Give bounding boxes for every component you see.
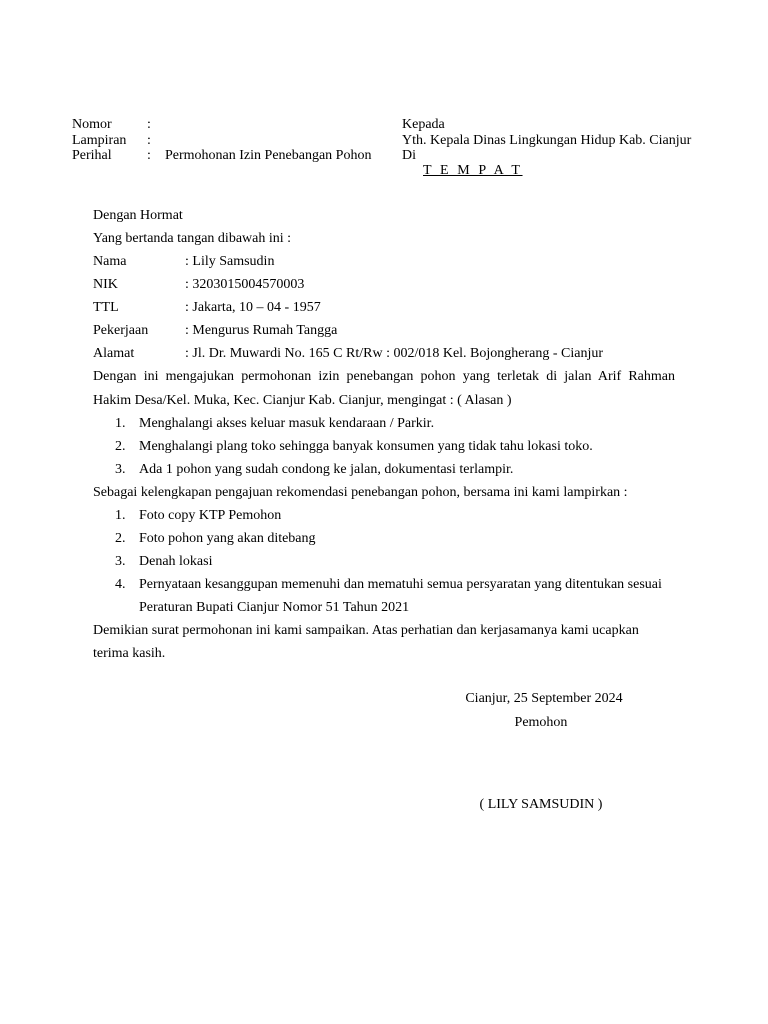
- attachment-item-continued: Peraturan Bupati Cianjur Nomor 51 Tahun 2021: [139, 600, 410, 615]
- field-label-nama: Nama: [93, 254, 127, 269]
- attachment-item: Denah lokasi: [139, 554, 213, 569]
- field-label-alamat: Alamat: [93, 346, 135, 361]
- reason-item: Ada 1 pohon yang sudah condong ke jalan, dokumentasi terlampir.: [139, 462, 514, 477]
- field-label-pekerjaan: Pekerjaan: [93, 323, 149, 338]
- field-value-ttl: : Jakarta, 10 – 04 - 1957: [185, 300, 321, 315]
- closing-paragraph-line2: terima kasih.: [93, 646, 166, 661]
- recipient-yth: Yth. Kepala Dinas Lingkungan Hidup Kab. Cianjur: [402, 133, 692, 148]
- recipient-tempat: T E M P A T: [423, 163, 523, 178]
- recipient-kepada: Kepada: [402, 117, 445, 132]
- reason-number: 1.: [115, 416, 126, 431]
- intro-text: Yang bertanda tangan dibawah ini :: [93, 231, 292, 246]
- field-label-ttl: TTL: [93, 300, 119, 315]
- recipient-di: Di: [402, 148, 416, 163]
- attachment-number: 2.: [115, 531, 126, 546]
- reason-number: 2.: [115, 439, 126, 454]
- signature-place-date: Cianjur, 25 September 2024: [465, 691, 623, 706]
- nomor-label: Nomor: [72, 117, 112, 132]
- attachments-intro: Sebagai kelengkapan pengajuan rekomendasi penebangan pohon, bersama ini kami lampirkan :: [93, 485, 628, 500]
- field-label-nik: NIK: [93, 277, 118, 292]
- attachment-number: 4.: [115, 577, 126, 592]
- field-value-alamat: : Jl. Dr. Muwardi No. 165 C Rt/Rw : 002/018 Kel. Bojongherang - Cianjur: [185, 346, 604, 361]
- nomor-colon: :: [147, 117, 151, 132]
- closing-paragraph-line1: Demikian surat permohonan ini kami sampaikan. Atas perhatian dan kerjasamanya kami ucapkan: [93, 623, 639, 638]
- signature-role: Pemohon: [514, 715, 568, 730]
- field-value-nama: : Lily Samsudin: [185, 254, 275, 269]
- greeting: Dengan Hormat: [93, 208, 183, 223]
- reason-item: Menghalangi akses keluar masuk kendaraan / Parkir.: [139, 416, 435, 431]
- lampiran-colon: :: [147, 133, 151, 148]
- lampiran-label: Lampiran: [72, 133, 127, 148]
- signature-name: ( LILY SAMSUDIN ): [479, 797, 603, 812]
- attachment-item: Foto copy KTP Pemohon: [139, 508, 282, 523]
- perihal-value: Permohonan Izin Penebangan Pohon: [165, 148, 372, 163]
- field-value-nik: : 3203015004570003: [185, 277, 305, 292]
- attachment-item: Pernyataan kesanggupan memenuhi dan mematuhi semua persyaratan yang ditentukan sesuai: [139, 577, 662, 592]
- request-paragraph-line2: Hakim Desa/Kel. Muka, Kec. Cianjur Kab. Cianjur, mengingat : ( Alasan ): [93, 393, 512, 408]
- perihal-colon: :: [147, 148, 151, 163]
- reason-number: 3.: [115, 462, 126, 477]
- reason-item: Menghalangi plang toko sehingga banyak konsumen yang tidak tahu lokasi toko.: [139, 439, 593, 454]
- attachment-number: 3.: [115, 554, 126, 569]
- request-paragraph-line1: Dengan ini mengajukan permohonan izin penebangan pohon yang terletak di jalan Arif Rahman: [93, 369, 675, 384]
- perihal-label: Perihal: [72, 148, 112, 163]
- attachment-number: 1.: [115, 508, 126, 523]
- attachment-item: Foto pohon yang akan ditebang: [139, 531, 316, 546]
- field-value-pekerjaan: : Mengurus Rumah Tangga: [185, 323, 338, 338]
